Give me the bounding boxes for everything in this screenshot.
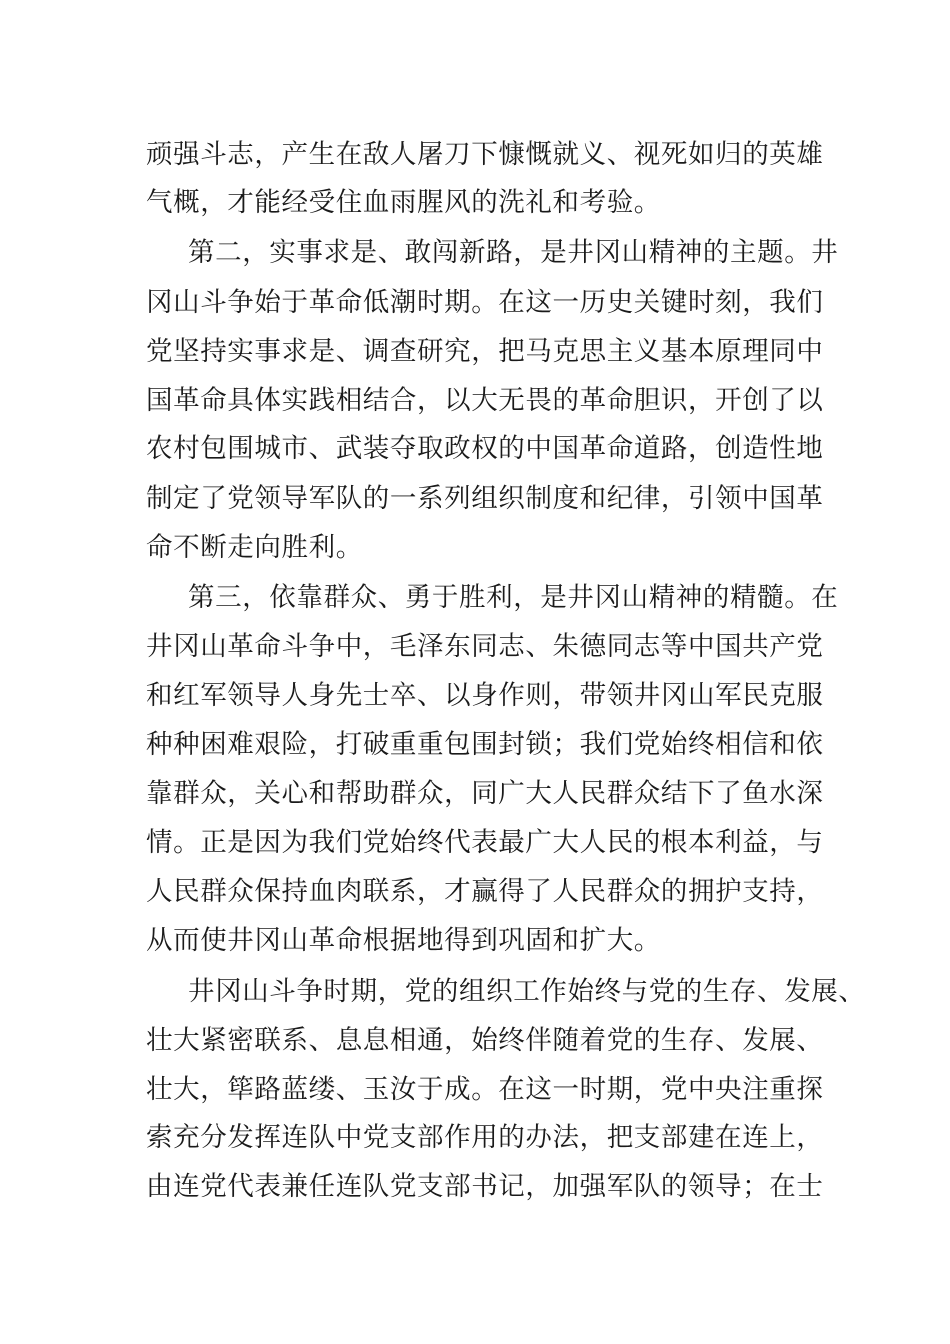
paragraph-4-line-1: 井冈山斗争时期，党的组织工作始终与党的生存、发展、 (188, 976, 866, 1007)
paragraph-3-line-7: 人民群众保持血肉联系，才赢得了人民群众的拥护支持， (146, 876, 824, 907)
paragraph-3-line-6: 情。正是因为我们党始终代表最广大人民的根本利益，与 (146, 827, 824, 858)
paragraph-4-line-3: 壮大，筚路蓝缕、玉汝于成。在这一时期，党中央注重探 (146, 1074, 824, 1105)
paragraph-3-line-4: 种种困难艰险，打破重重包围封锁；我们党始终相信和依 (146, 729, 824, 760)
paragraph-3-line-2: 井冈山革命斗争中，毛泽东同志、朱德同志等中国共产党 (146, 631, 824, 662)
paragraph-3-line-8: 从而使井冈山革命根据地得到巩固和扩大。 (146, 925, 661, 956)
paragraph-3-line-5: 靠群众，关心和帮助群众，同广大人民群众结下了鱼水深 (146, 778, 824, 809)
paragraph-2-line-2: 冈山斗争始于革命低潮时期。在这一历史关键时刻，我们 (146, 287, 824, 318)
paragraph-3-line-1: 第三，依靠群众、勇于胜利，是井冈山精神的精髓。在 (188, 582, 839, 613)
paragraph-4-line-5: 由连党代表兼任连队党支部书记，加强军队的领导；在士 (146, 1171, 824, 1202)
paragraph-2-line-1: 第二，实事求是、敢闯新路，是井冈山精神的主题。井 (188, 237, 839, 268)
paragraph-2-line-6: 制定了党领导军队的一系列组织制度和纪律，引领中国革 (146, 483, 824, 514)
paragraph-3-line-3: 和红军领导人身先士卒、以身作则，带领井冈山军民克服 (146, 680, 824, 711)
paragraph-2-line-3: 党坚持实事求是、调查研究，把马克思主义基本原理同中 (146, 336, 824, 367)
paragraph-1-line-2: 气概，才能经受住血雨腥风的洗礼和考验。 (146, 187, 661, 218)
paragraph-2-line-5: 农村包围城市、武装夺取政权的中国革命道路，创造性地 (146, 433, 824, 464)
paragraph-4-line-2: 壮大紧密联系、息息相通，始终伴随着党的生存、发展、 (146, 1025, 824, 1056)
paragraph-2-line-7: 命不断走向胜利。 (146, 532, 363, 563)
paragraph-1-line-1: 顽强斗志，产生在敌人屠刀下慷慨就义、视死如归的英雄 (146, 139, 824, 170)
paragraph-4-line-4: 索充分发挥连队中党支部作用的办法，把支部建在连上， (146, 1122, 824, 1153)
paragraph-2-line-4: 国革命具体实践相结合，以大无畏的革命胆识，开创了以 (146, 385, 824, 416)
